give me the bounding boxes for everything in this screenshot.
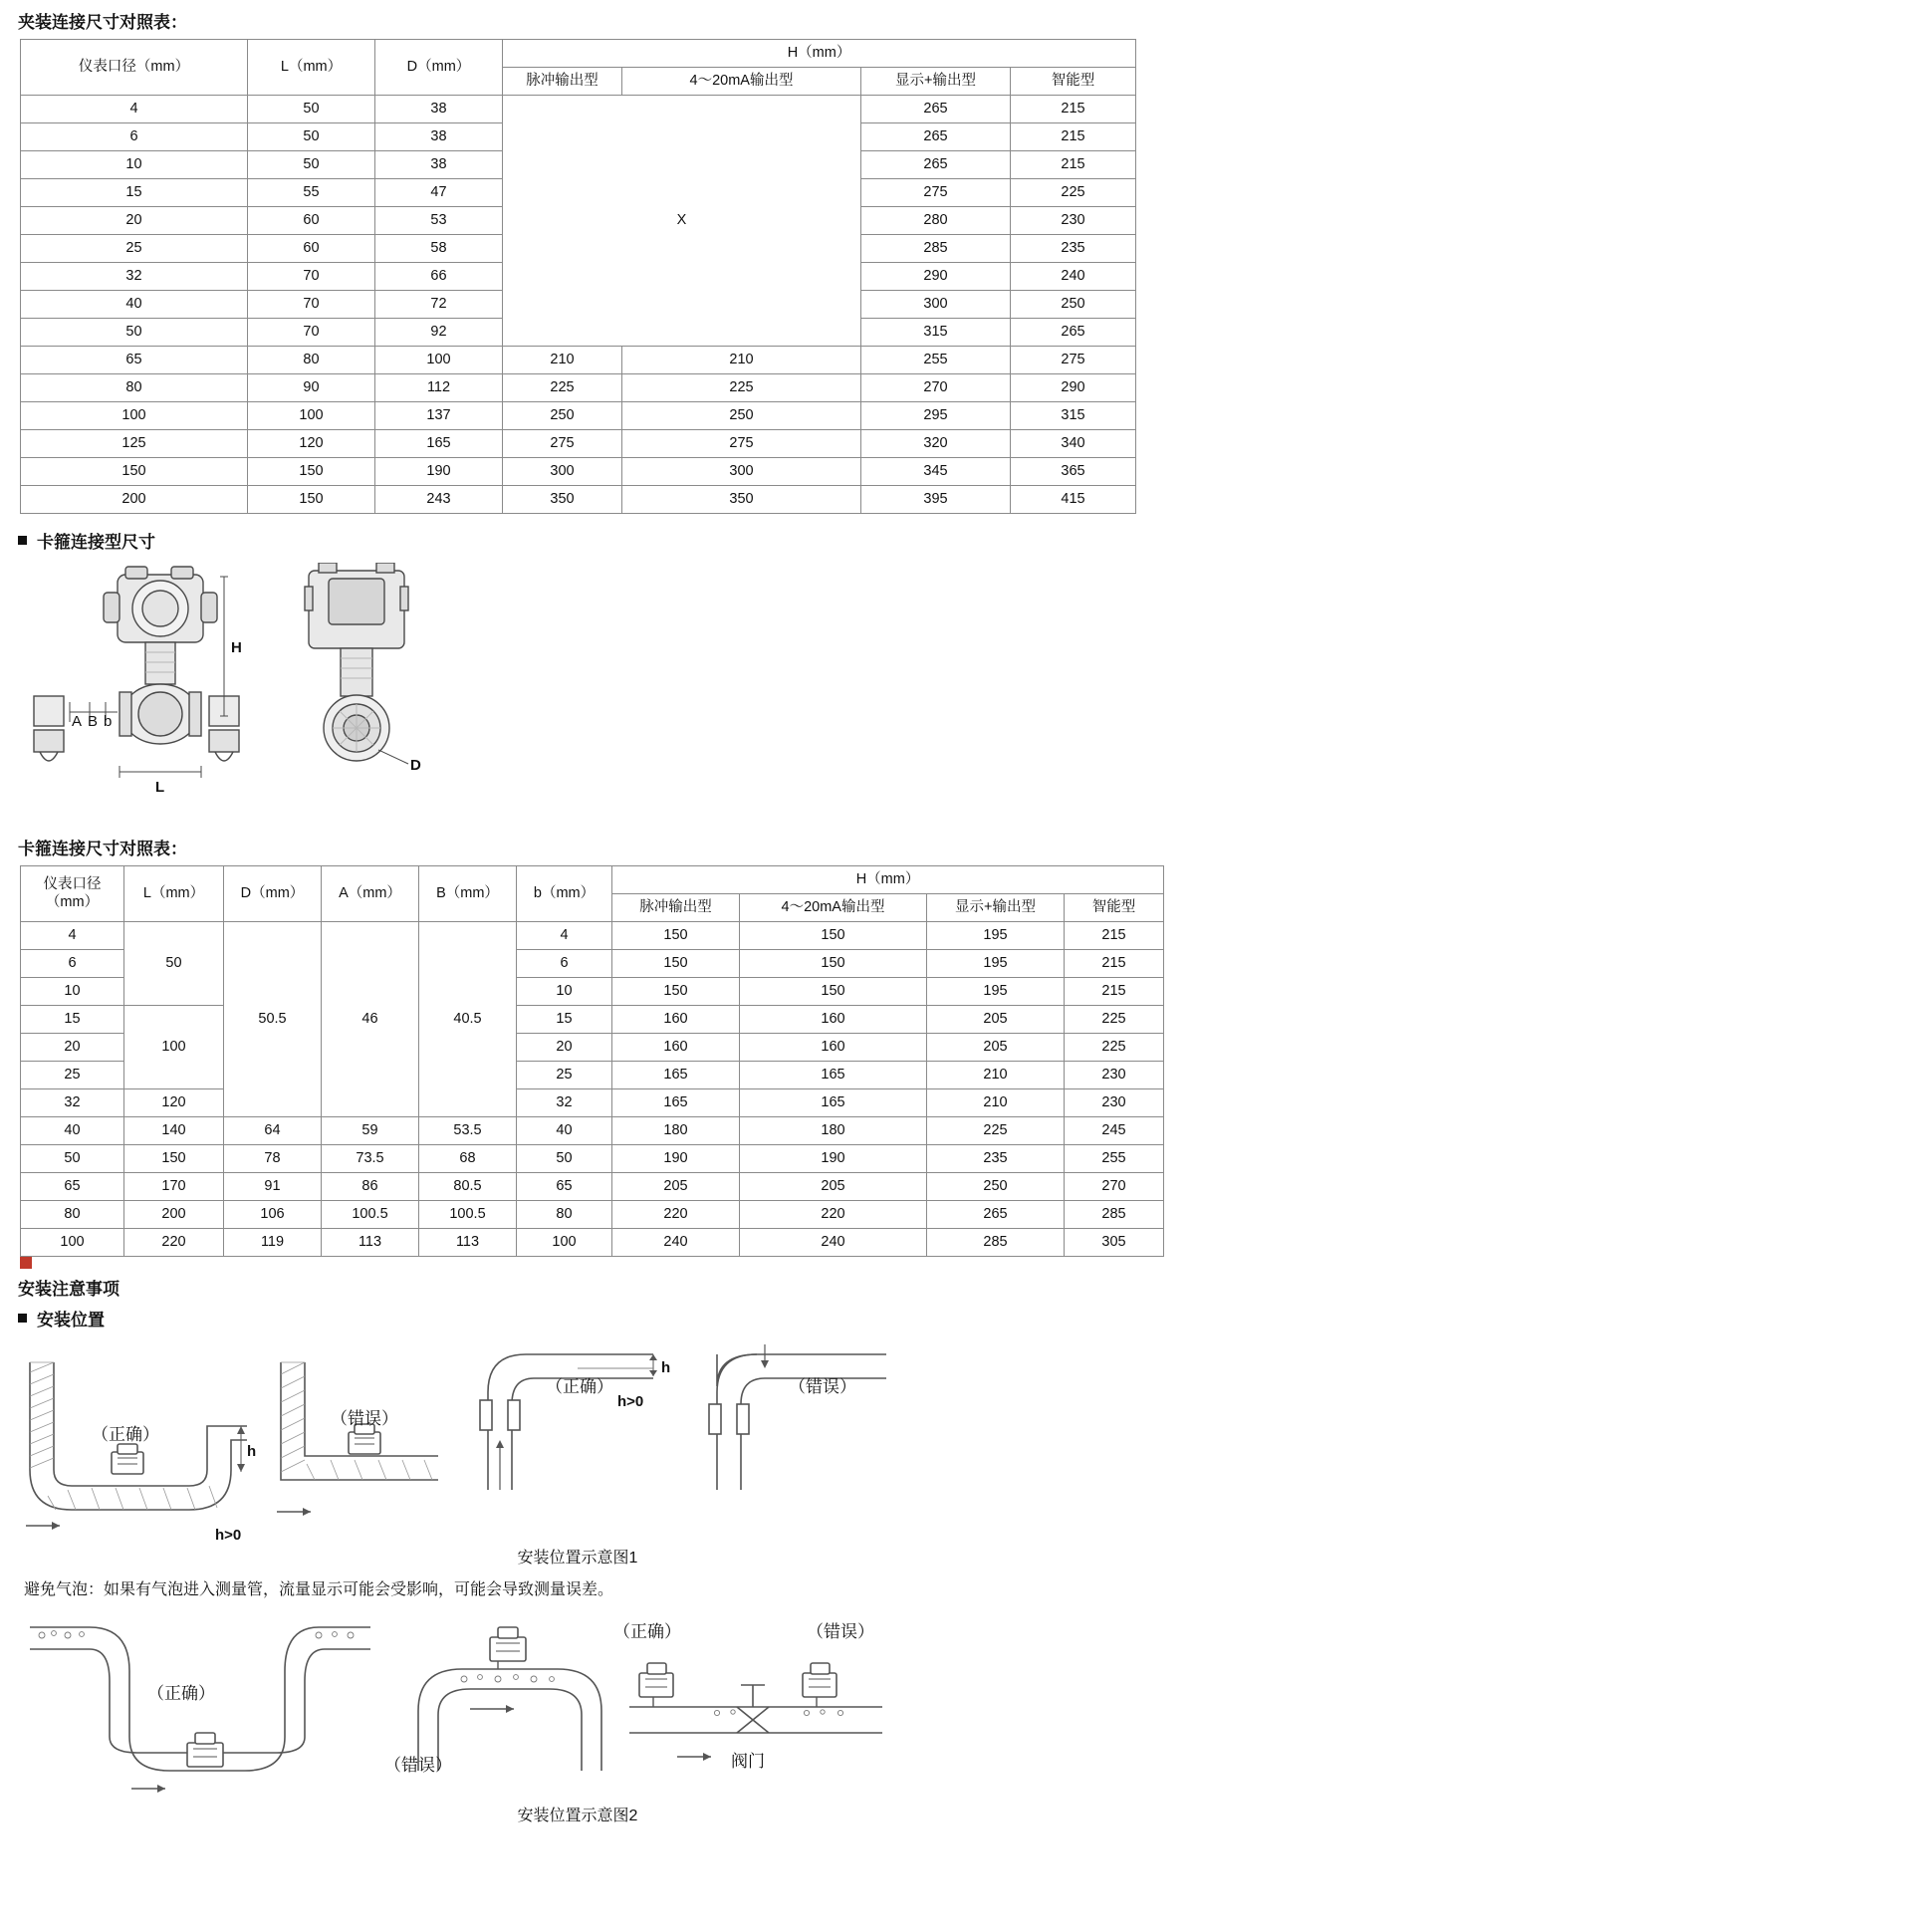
cell-h3: 270: [861, 374, 1011, 402]
cell-h4: 290: [1011, 374, 1136, 402]
cell-d: 243: [375, 486, 503, 514]
cell-b: 80.5: [419, 1173, 517, 1201]
table-row: [21, 458, 1136, 486]
table-row: [21, 347, 1136, 374]
cell-d: 53: [375, 207, 503, 235]
cell-h4: 415: [1011, 486, 1136, 514]
cell-h3: 195: [927, 922, 1065, 950]
cell-b: 100.5: [419, 1201, 517, 1229]
cell-h2: 160: [740, 1034, 927, 1062]
cell-h4: 365: [1011, 458, 1136, 486]
cell-dn: 125: [21, 430, 248, 458]
clamp-connection-heading-label: 卡箍连接型尺寸: [37, 533, 155, 552]
cell-h4: 225: [1065, 1034, 1164, 1062]
install-position-heading: [18, 1306, 1912, 1330]
install-figure-2-caption: 安装位置示意图2: [517, 1807, 638, 1824]
cell-h2: 150: [740, 978, 927, 1006]
cell-dn: 15: [21, 179, 248, 207]
document-page: [0, 8, 1912, 1932]
cell-h1: 160: [612, 1034, 740, 1062]
t2-h-display: 显示+输出型: [927, 894, 1065, 922]
cell-h3: 195: [927, 978, 1065, 1006]
cell-h3: 345: [861, 458, 1011, 486]
cell-h3: 285: [861, 235, 1011, 263]
cell-h1: 165: [612, 1062, 740, 1089]
cell-l: 150: [124, 1145, 224, 1173]
cell-dn: 65: [21, 347, 248, 374]
cell-h1: 205: [612, 1173, 740, 1201]
cell-h1: 300: [503, 458, 622, 486]
cell-h2: 300: [622, 458, 861, 486]
cell-h3: 195: [927, 950, 1065, 978]
label-H: H: [231, 639, 242, 656]
table-row: [21, 1201, 1164, 1229]
cell-l: 60: [248, 235, 375, 263]
cell-h3: 300: [861, 291, 1011, 319]
label-valve: 阀门: [731, 1751, 765, 1771]
cell-h4: 340: [1011, 430, 1136, 458]
cell-h4: 245: [1065, 1117, 1164, 1145]
cell-dn: 150: [21, 458, 248, 486]
cell-h1: 220: [612, 1201, 740, 1229]
cell-h4: 215: [1065, 978, 1164, 1006]
cell-h3: 280: [861, 207, 1011, 235]
table-row: [21, 1145, 1164, 1173]
cell-h3: 250: [927, 1173, 1065, 1201]
table1-body: [21, 96, 1136, 514]
cell-h2: 160: [740, 1006, 927, 1034]
cell-h3: 210: [927, 1062, 1065, 1089]
cell-l: 70: [248, 263, 375, 291]
cell-h4: 225: [1011, 179, 1136, 207]
cell-bsmall: 80: [517, 1201, 612, 1229]
cell-h4: 235: [1011, 235, 1136, 263]
cell-h3: 255: [861, 347, 1011, 374]
cell-a: 113: [322, 1229, 419, 1257]
cell-l: 220: [124, 1229, 224, 1257]
label-wrong-1: （错误）: [331, 1409, 398, 1428]
cell-h4: 215: [1011, 151, 1136, 179]
cell-h4: 230: [1011, 207, 1136, 235]
cell-l: 140: [124, 1117, 224, 1145]
cell-h3: 265: [861, 123, 1011, 151]
label-wrong-1: （错误）: [384, 1755, 452, 1775]
cell-h1: 225: [503, 374, 622, 402]
cell-h3: 265: [861, 151, 1011, 179]
t1-h-dn: 仪表口径（mm）: [21, 40, 248, 96]
cell-h2: 250: [622, 402, 861, 430]
cell-h3: 225: [927, 1117, 1065, 1145]
cell-d: 78: [224, 1145, 322, 1173]
cell-h3: 205: [927, 1034, 1065, 1062]
cell-h2: 205: [740, 1173, 927, 1201]
label-h-cond-1: h>0: [215, 1527, 242, 1544]
cell-h3: 235: [927, 1145, 1065, 1173]
t2-h-bsmall: b（mm）: [517, 866, 612, 922]
install-position-heading-label: 安装位置: [37, 1311, 105, 1329]
cell-d: 38: [375, 96, 503, 123]
cell-h1: 150: [612, 950, 740, 978]
t2-h-dn: 仪表口径（mm）: [21, 866, 124, 922]
cell-d: 119: [224, 1229, 322, 1257]
table-row: [21, 1117, 1164, 1145]
cell-bsmall: 15: [517, 1006, 612, 1034]
cell-d: 190: [375, 458, 503, 486]
cell-h3: 285: [927, 1229, 1065, 1257]
cell-h4: 240: [1011, 263, 1136, 291]
cell-l: 55: [248, 179, 375, 207]
cell-l: 200: [124, 1201, 224, 1229]
install-figure-1: [20, 1340, 1912, 1545]
cell-h4: 285: [1065, 1201, 1164, 1229]
cell-d: 92: [375, 319, 503, 347]
t2-h-l: L（mm）: [124, 866, 224, 922]
label-correct-2: （正确）: [546, 1377, 613, 1396]
cell-dn: 32: [21, 263, 248, 291]
cell-b-merged: 40.5: [419, 922, 517, 1117]
cell-h2: 210: [622, 347, 861, 374]
cell-d-merged: 50.5: [224, 922, 322, 1117]
cell-h2: 165: [740, 1089, 927, 1117]
square-bullet-icon: [18, 536, 27, 545]
cell-h4: 230: [1065, 1089, 1164, 1117]
cell-h1: 250: [503, 402, 622, 430]
clamp-type-svg: [20, 563, 488, 827]
cell-bsmall: 50: [517, 1145, 612, 1173]
label-correct-2: （正确）: [613, 1621, 681, 1641]
cell-h1: 240: [612, 1229, 740, 1257]
cell-a: 86: [322, 1173, 419, 1201]
install-figure-1-svg: [20, 1340, 896, 1545]
cell-h1: 150: [612, 978, 740, 1006]
cell-d: 38: [375, 151, 503, 179]
cell-h2: 190: [740, 1145, 927, 1173]
cell-h4: 270: [1065, 1173, 1164, 1201]
cell-dn: 80: [21, 1201, 124, 1229]
cell-l: 70: [248, 319, 375, 347]
cell-h4: 255: [1065, 1145, 1164, 1173]
cell-h1: 190: [612, 1145, 740, 1173]
table-row: [21, 96, 1136, 123]
red-marker-icon: [20, 1257, 32, 1269]
cell-h3: 265: [861, 96, 1011, 123]
cell-h3: 265: [927, 1201, 1065, 1229]
cell-merged-x: X: [503, 96, 861, 347]
table2-caption: 卡箍连接尺寸对照表：: [18, 840, 187, 858]
cell-l: 120: [248, 430, 375, 458]
table-row: [21, 1229, 1164, 1257]
label-A: A: [72, 713, 83, 730]
cell-dn: 100: [21, 1229, 124, 1257]
cell-a: 100.5: [322, 1201, 419, 1229]
cell-l: 50: [248, 123, 375, 151]
cell-h4: 275: [1011, 347, 1136, 374]
cell-h3: 320: [861, 430, 1011, 458]
label-wrong-2: （错误）: [789, 1377, 856, 1396]
t1-h-pulse: 脉冲输出型: [503, 68, 622, 96]
cell-l: 100: [248, 402, 375, 430]
install-figure-1-caption: 安装位置示意图1: [517, 1550, 638, 1567]
cell-bsmall: 32: [517, 1089, 612, 1117]
t2-h-b: B（mm）: [419, 866, 517, 922]
label-b-small: b: [104, 713, 113, 730]
cell-d: 58: [375, 235, 503, 263]
cell-h4: 305: [1065, 1229, 1164, 1257]
install-figure-2-svg: [20, 1611, 896, 1801]
cell-h2: 150: [740, 950, 927, 978]
cell-l-merged-50: 50: [124, 922, 224, 1006]
cell-dn: 65: [21, 1173, 124, 1201]
clamp-dimension-table-2: [20, 865, 1164, 1257]
label-wrong-2: （错误）: [807, 1621, 874, 1641]
cell-h3: 315: [861, 319, 1011, 347]
cell-dn: 10: [21, 978, 124, 1006]
cell-h2: 225: [622, 374, 861, 402]
cell-h2: 150: [740, 922, 927, 950]
t2-h-group: H（mm）: [612, 866, 1164, 894]
clamp-type-drawing: [20, 563, 1912, 827]
cell-l: 60: [248, 207, 375, 235]
cell-dn: 20: [21, 1034, 124, 1062]
cell-d: 137: [375, 402, 503, 430]
cell-dn: 6: [21, 123, 248, 151]
cell-h4: 215: [1065, 922, 1164, 950]
cell-dn: 20: [21, 207, 248, 235]
table-row: [21, 430, 1136, 458]
t1-h-display: 显示+输出型: [861, 68, 1011, 96]
table-row: [21, 922, 1164, 950]
cell-a-merged: 46: [322, 922, 419, 1117]
cell-bsmall: 40: [517, 1117, 612, 1145]
cell-dn: 100: [21, 402, 248, 430]
table1-header-row-1: [21, 40, 1136, 68]
cell-l: 90: [248, 374, 375, 402]
cell-dn: 200: [21, 486, 248, 514]
cell-dn: 80: [21, 374, 248, 402]
cell-bsmall: 20: [517, 1034, 612, 1062]
cell-d: 64: [224, 1117, 322, 1145]
clamp-connection-heading: [18, 528, 1912, 553]
cell-d: 72: [375, 291, 503, 319]
cell-h1: 275: [503, 430, 622, 458]
table-row: [21, 374, 1136, 402]
label-h-1: h: [247, 1443, 257, 1460]
cell-h4: 225: [1065, 1006, 1164, 1034]
cell-h1: 150: [612, 922, 740, 950]
cell-dn: 4: [21, 922, 124, 950]
cell-d: 38: [375, 123, 503, 151]
t2-h-d: D（mm）: [224, 866, 322, 922]
cell-bsmall: 4: [517, 922, 612, 950]
cell-b: 68: [419, 1145, 517, 1173]
cell-d: 112: [375, 374, 503, 402]
label-correct-1: （正确）: [147, 1683, 215, 1703]
table-row: [21, 1006, 1164, 1034]
cell-l: 80: [248, 347, 375, 374]
cell-dn: 4: [21, 96, 248, 123]
label-h-2: h: [661, 1359, 671, 1376]
cell-h3: 205: [927, 1006, 1065, 1034]
cell-a: 73.5: [322, 1145, 419, 1173]
table-row: [21, 486, 1136, 514]
cell-h1: 350: [503, 486, 622, 514]
install-figure-2: [20, 1611, 1912, 1801]
cell-h2: 350: [622, 486, 861, 514]
t2-h-a: A（mm）: [322, 866, 419, 922]
t1-h-d: D（mm）: [375, 40, 503, 96]
table-row: [21, 402, 1136, 430]
cell-h2: 165: [740, 1062, 927, 1089]
label-B: B: [88, 713, 99, 730]
t2-h-pulse: 脉冲输出型: [612, 894, 740, 922]
cell-b: 53.5: [419, 1117, 517, 1145]
cell-d: 66: [375, 263, 503, 291]
cell-dn: 10: [21, 151, 248, 179]
cell-h1: 160: [612, 1006, 740, 1034]
t1-h-l: L（mm）: [248, 40, 375, 96]
cell-h3: 290: [861, 263, 1011, 291]
cell-dn: 25: [21, 235, 248, 263]
t2-h-smart: 智能型: [1065, 894, 1164, 922]
cell-h4: 215: [1065, 950, 1164, 978]
cell-h1: 210: [503, 347, 622, 374]
table-row: [21, 1089, 1164, 1117]
cell-h4: 265: [1011, 319, 1136, 347]
cell-dn: 25: [21, 1062, 124, 1089]
bubble-warning-text: 避免气泡：如果有气泡进入测量管，流量显示可能会受影响，可能会导致测量误差。: [24, 1581, 614, 1598]
cell-h3: 210: [927, 1089, 1065, 1117]
cell-dn: 40: [21, 291, 248, 319]
install-notes-heading: 安装注意事项: [18, 1280, 120, 1299]
cell-d: 100: [375, 347, 503, 374]
cell-d: 47: [375, 179, 503, 207]
cell-dn: 32: [21, 1089, 124, 1117]
label-D: D: [410, 757, 421, 774]
cell-h1: 180: [612, 1117, 740, 1145]
cell-dn: 15: [21, 1006, 124, 1034]
cell-h4: 230: [1065, 1062, 1164, 1089]
cell-dn: 50: [21, 319, 248, 347]
clamp-dimension-table-1: [20, 39, 1136, 514]
cell-l: 150: [248, 458, 375, 486]
cell-dn: 40: [21, 1117, 124, 1145]
t1-h-smart: 智能型: [1011, 68, 1136, 96]
cell-d: 106: [224, 1201, 322, 1229]
cell-l-merged-100: 100: [124, 1006, 224, 1089]
t1-h-420ma: 4～20mA输出型: [622, 68, 861, 96]
cell-bsmall: 25: [517, 1062, 612, 1089]
cell-l: 50: [248, 96, 375, 123]
table2-header-row-1: [21, 866, 1164, 894]
label-L: L: [155, 779, 165, 796]
t1-h-group: H（mm）: [503, 40, 1136, 68]
cell-dn: 50: [21, 1145, 124, 1173]
cell-bsmall: 100: [517, 1229, 612, 1257]
cell-h4: 250: [1011, 291, 1136, 319]
cell-b: 113: [419, 1229, 517, 1257]
cell-h4: 215: [1011, 123, 1136, 151]
table-row: [21, 1173, 1164, 1201]
cell-h1: 165: [612, 1089, 740, 1117]
cell-l: 70: [248, 291, 375, 319]
cell-h3: 295: [861, 402, 1011, 430]
label-correct-1: （正确）: [92, 1425, 159, 1444]
cell-h2: 180: [740, 1117, 927, 1145]
cell-h2: 275: [622, 430, 861, 458]
cell-d: 165: [375, 430, 503, 458]
cell-l: 120: [124, 1089, 224, 1117]
cell-l: 150: [248, 486, 375, 514]
cell-h4: 315: [1011, 402, 1136, 430]
cell-h3: 275: [861, 179, 1011, 207]
label-h-cond-2: h>0: [617, 1393, 644, 1410]
t2-h-420ma: 4～20mA输出型: [740, 894, 927, 922]
table1-caption: 夹装连接尺寸对照表：: [18, 13, 187, 32]
cell-h2: 220: [740, 1201, 927, 1229]
square-bullet-icon: [18, 1314, 27, 1323]
cell-a: 59: [322, 1117, 419, 1145]
table2-body: [21, 922, 1164, 1257]
cell-l: 50: [248, 151, 375, 179]
cell-h4: 215: [1011, 96, 1136, 123]
cell-d: 91: [224, 1173, 322, 1201]
cell-l: 170: [124, 1173, 224, 1201]
cell-bsmall: 65: [517, 1173, 612, 1201]
cell-bsmall: 10: [517, 978, 612, 1006]
cell-h3: 395: [861, 486, 1011, 514]
cell-bsmall: 6: [517, 950, 612, 978]
cell-h2: 240: [740, 1229, 927, 1257]
cell-dn: 6: [21, 950, 124, 978]
